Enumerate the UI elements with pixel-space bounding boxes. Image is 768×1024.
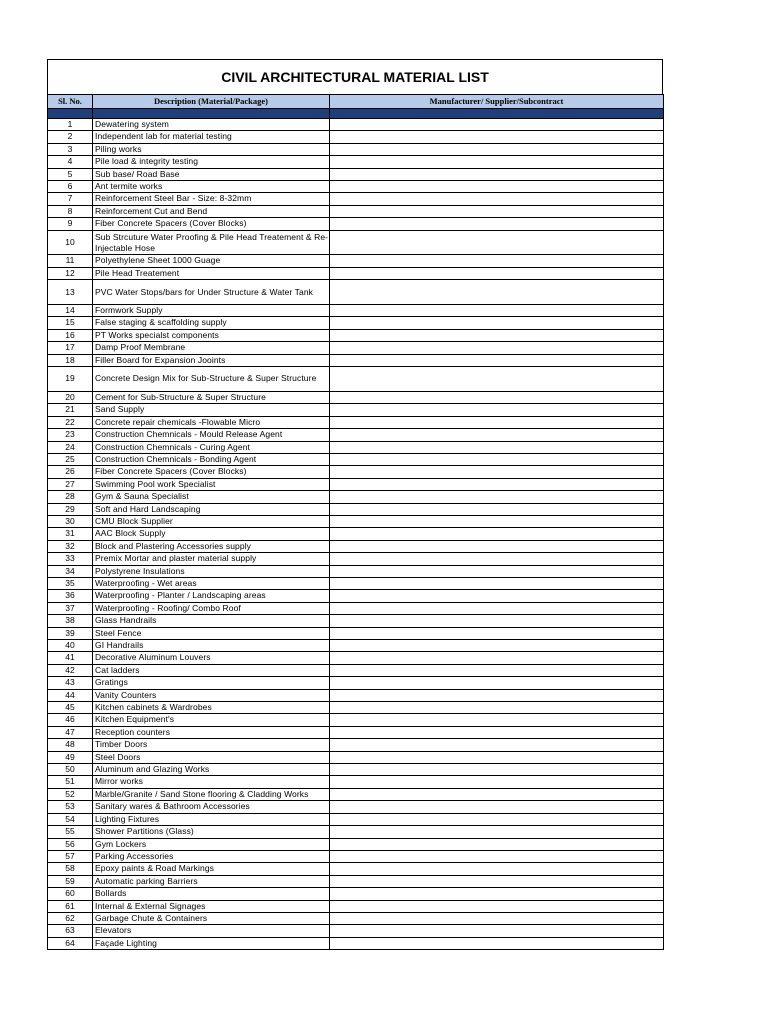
table-row bbox=[48, 515, 664, 527]
row-number: 2 bbox=[48, 131, 93, 143]
table-row bbox=[48, 937, 664, 949]
row-manufacturer[interactable] bbox=[330, 429, 664, 441]
table-row bbox=[48, 689, 664, 701]
row-manufacturer[interactable] bbox=[330, 850, 664, 862]
table-row bbox=[48, 615, 664, 627]
table-row bbox=[48, 391, 664, 403]
row-manufacturer[interactable] bbox=[330, 776, 664, 788]
row-description: Construction Chemnicals - Bonding Agent bbox=[93, 453, 330, 465]
row-number: 64 bbox=[48, 937, 93, 949]
row-manufacturer[interactable] bbox=[330, 714, 664, 726]
row-manufacturer[interactable] bbox=[330, 627, 664, 639]
table-row bbox=[48, 714, 664, 726]
row-description: Vanity Counters bbox=[93, 689, 330, 701]
row-description: Block and Plastering Accessories supply bbox=[93, 540, 330, 552]
row-manufacturer[interactable] bbox=[330, 912, 664, 924]
row-description: Pile load & integrity testing bbox=[93, 156, 330, 168]
row-number: 42 bbox=[48, 664, 93, 676]
row-manufacturer[interactable] bbox=[330, 689, 664, 701]
row-description: Reception counters bbox=[93, 726, 330, 738]
row-number: 18 bbox=[48, 354, 93, 366]
table-row bbox=[48, 230, 664, 255]
table-row bbox=[48, 627, 664, 639]
table-row bbox=[48, 838, 664, 850]
table-row bbox=[48, 416, 664, 428]
row-description: Independent lab for material testing bbox=[93, 131, 330, 143]
row-description: Sand Supply bbox=[93, 404, 330, 416]
table-row bbox=[48, 354, 664, 366]
row-description: Decorative Aluminum Louvers bbox=[93, 652, 330, 664]
row-manufacturer[interactable] bbox=[330, 131, 664, 143]
row-number: 27 bbox=[48, 478, 93, 490]
table-row bbox=[48, 739, 664, 751]
table-row bbox=[48, 441, 664, 453]
row-manufacturer[interactable] bbox=[330, 640, 664, 652]
header-description: Description (Material/Package) bbox=[93, 95, 330, 109]
row-description: Waterproofing - Planter / Landscaping areas bbox=[93, 590, 330, 602]
row-number: 16 bbox=[48, 329, 93, 341]
table-row bbox=[48, 143, 664, 155]
table-row bbox=[48, 764, 664, 776]
row-number: 49 bbox=[48, 751, 93, 763]
row-manufacturer[interactable] bbox=[330, 230, 664, 255]
table-row bbox=[48, 478, 664, 490]
row-manufacturer[interactable] bbox=[330, 119, 664, 131]
row-number: 38 bbox=[48, 615, 93, 627]
row-manufacturer[interactable] bbox=[330, 925, 664, 937]
table-row bbox=[48, 925, 664, 937]
table-row bbox=[48, 590, 664, 602]
table-row bbox=[48, 453, 664, 465]
row-description: Aluminum and Glazing Works bbox=[93, 764, 330, 776]
row-description: Reinforcement Cut and Bend bbox=[93, 205, 330, 217]
row-description: Kitchen cabinets & Wardrobes bbox=[93, 702, 330, 714]
row-description: Damp Proof Membrane bbox=[93, 342, 330, 354]
row-description: Concrete Design Mix for Sub-Structure & Super Structure bbox=[93, 367, 330, 392]
row-manufacturer[interactable] bbox=[330, 553, 664, 565]
row-manufacturer[interactable] bbox=[330, 466, 664, 478]
row-manufacturer[interactable] bbox=[330, 317, 664, 329]
row-number: 13 bbox=[48, 280, 93, 305]
table-row bbox=[48, 317, 664, 329]
row-description: PT Works specialst components bbox=[93, 329, 330, 341]
table-row bbox=[48, 156, 664, 168]
row-number: 3 bbox=[48, 143, 93, 155]
row-number: 41 bbox=[48, 652, 93, 664]
row-manufacturer[interactable] bbox=[330, 478, 664, 490]
table-row bbox=[48, 726, 664, 738]
row-description: Shower Partitions (Glass) bbox=[93, 826, 330, 838]
row-manufacturer[interactable] bbox=[330, 181, 664, 193]
row-manufacturer[interactable] bbox=[330, 441, 664, 453]
row-description: Waterproofing - Wet areas bbox=[93, 577, 330, 589]
table-row bbox=[48, 367, 664, 392]
row-number: 61 bbox=[48, 900, 93, 912]
row-description: Dewatering system bbox=[93, 119, 330, 131]
row-description: Piling works bbox=[93, 143, 330, 155]
table-row bbox=[48, 528, 664, 540]
row-number: 30 bbox=[48, 515, 93, 527]
table-row bbox=[48, 776, 664, 788]
table-row bbox=[48, 305, 664, 317]
row-manufacturer[interactable] bbox=[330, 863, 664, 875]
table-row bbox=[48, 329, 664, 341]
row-manufacturer[interactable] bbox=[330, 677, 664, 689]
row-manufacturer[interactable] bbox=[330, 354, 664, 366]
table-row bbox=[48, 826, 664, 838]
row-manufacturer[interactable] bbox=[330, 416, 664, 428]
row-manufacturer[interactable] bbox=[330, 255, 664, 267]
row-manufacturer[interactable] bbox=[330, 367, 664, 392]
row-manufacturer[interactable] bbox=[330, 143, 664, 155]
row-manufacturer[interactable] bbox=[330, 404, 664, 416]
row-number: 11 bbox=[48, 255, 93, 267]
table-row bbox=[48, 404, 664, 416]
table-row bbox=[48, 218, 664, 230]
band-cell bbox=[48, 109, 93, 119]
sheet-title: CIVIL ARCHITECTURAL MATERIAL LIST bbox=[47, 59, 663, 94]
row-number: 48 bbox=[48, 739, 93, 751]
row-manufacturer[interactable] bbox=[330, 826, 664, 838]
header-manufacturer: Manufacturer/ Supplier/Subcontract bbox=[330, 95, 664, 109]
row-description: Sanitary wares & Bathroom Accessories bbox=[93, 801, 330, 813]
row-manufacturer[interactable] bbox=[330, 528, 664, 540]
row-description: Automatic parking Barriers bbox=[93, 875, 330, 887]
row-number: 23 bbox=[48, 429, 93, 441]
row-number: 60 bbox=[48, 888, 93, 900]
row-manufacturer[interactable] bbox=[330, 664, 664, 676]
table-row bbox=[48, 565, 664, 577]
row-description: Lighting Fixtures bbox=[93, 813, 330, 825]
row-description: Internal & External Signages bbox=[93, 900, 330, 912]
row-description: Premix Mortar and plaster material supply bbox=[93, 553, 330, 565]
row-manufacturer[interactable] bbox=[330, 491, 664, 503]
row-manufacturer[interactable] bbox=[330, 726, 664, 738]
table-row bbox=[48, 900, 664, 912]
table-row bbox=[48, 640, 664, 652]
row-description: False staging & scaffolding supply bbox=[93, 317, 330, 329]
table-row bbox=[48, 850, 664, 862]
table-row bbox=[48, 540, 664, 552]
row-number: 4 bbox=[48, 156, 93, 168]
row-manufacturer[interactable] bbox=[330, 218, 664, 230]
row-description: Fiber Concrete Spacers (Cover Blocks) bbox=[93, 218, 330, 230]
table-row bbox=[48, 168, 664, 180]
table-row bbox=[48, 205, 664, 217]
row-description: Waterproofing - Roofing/ Combo Roof bbox=[93, 602, 330, 614]
row-manufacturer[interactable] bbox=[330, 813, 664, 825]
row-manufacturer[interactable] bbox=[330, 838, 664, 850]
row-manufacturer[interactable] bbox=[330, 565, 664, 577]
row-number: 31 bbox=[48, 528, 93, 540]
row-number: 29 bbox=[48, 503, 93, 515]
table-row bbox=[48, 193, 664, 205]
row-number: 56 bbox=[48, 838, 93, 850]
row-number: 19 bbox=[48, 367, 93, 392]
row-manufacturer[interactable] bbox=[330, 801, 664, 813]
row-manufacturer[interactable] bbox=[330, 577, 664, 589]
row-number: 37 bbox=[48, 602, 93, 614]
row-description: Steel Doors bbox=[93, 751, 330, 763]
row-description: Formwork Supply bbox=[93, 305, 330, 317]
row-manufacturer[interactable] bbox=[330, 205, 664, 217]
row-number: 24 bbox=[48, 441, 93, 453]
row-description: Construction Chemnicals - Mould Release Agent bbox=[93, 429, 330, 441]
row-description: Construction Chemnicals - Curing Agent bbox=[93, 441, 330, 453]
table-row bbox=[48, 751, 664, 763]
row-number: 55 bbox=[48, 826, 93, 838]
row-description: Cement for Sub-Structure & Super Structure bbox=[93, 391, 330, 403]
row-description: Concrete repair chemicals -Flowable Micro bbox=[93, 416, 330, 428]
table-body bbox=[48, 119, 664, 950]
row-description: Gym & Sauna Specialist bbox=[93, 491, 330, 503]
table-row bbox=[48, 181, 664, 193]
row-number: 20 bbox=[48, 391, 93, 403]
row-manufacturer[interactable] bbox=[330, 751, 664, 763]
row-number: 10 bbox=[48, 230, 93, 255]
table-row bbox=[48, 503, 664, 515]
row-number: 1 bbox=[48, 119, 93, 131]
row-description: GI Handrails bbox=[93, 640, 330, 652]
header-band bbox=[48, 109, 664, 119]
row-manufacturer[interactable] bbox=[330, 267, 664, 279]
row-manufacturer[interactable] bbox=[330, 342, 664, 354]
row-manufacturer[interactable] bbox=[330, 702, 664, 714]
row-manufacturer[interactable] bbox=[330, 875, 664, 887]
row-number: 34 bbox=[48, 565, 93, 577]
row-description: Swimming Pool work Specialist bbox=[93, 478, 330, 490]
row-manufacturer[interactable] bbox=[330, 602, 664, 614]
row-manufacturer[interactable] bbox=[330, 453, 664, 465]
row-description: Filler Board for Expansion Jooints bbox=[93, 354, 330, 366]
row-manufacturer[interactable] bbox=[330, 193, 664, 205]
table-row bbox=[48, 342, 664, 354]
table-row bbox=[48, 429, 664, 441]
row-description: AAC Block Supply bbox=[93, 528, 330, 540]
row-number: 57 bbox=[48, 850, 93, 862]
row-number: 44 bbox=[48, 689, 93, 701]
table-row bbox=[48, 119, 664, 131]
row-manufacturer[interactable] bbox=[330, 280, 664, 305]
row-number: 9 bbox=[48, 218, 93, 230]
row-number: 15 bbox=[48, 317, 93, 329]
row-description: Fiber Concrete Spacers (Cover Blocks) bbox=[93, 466, 330, 478]
row-manufacturer[interactable] bbox=[330, 540, 664, 552]
row-description: PVC Water Stops/bars for Under Structure & Water Tank bbox=[93, 280, 330, 305]
table-row bbox=[48, 131, 664, 143]
row-number: 5 bbox=[48, 168, 93, 180]
row-description: Sub Strcuture Water Proofing & Pile Head Treatement & Re-Injectable Hose bbox=[93, 230, 330, 255]
band-cell bbox=[93, 109, 330, 119]
row-number: 59 bbox=[48, 875, 93, 887]
row-description: Cat ladders bbox=[93, 664, 330, 676]
table-row bbox=[48, 553, 664, 565]
table-row bbox=[48, 466, 664, 478]
table-row bbox=[48, 267, 664, 279]
table-row bbox=[48, 863, 664, 875]
row-manufacturer[interactable] bbox=[330, 652, 664, 664]
row-number: 33 bbox=[48, 553, 93, 565]
row-description: Polystyrene Insulations bbox=[93, 565, 330, 577]
row-number: 51 bbox=[48, 776, 93, 788]
row-description: Elevators bbox=[93, 925, 330, 937]
row-description: CMU Block Supplier bbox=[93, 515, 330, 527]
table-row bbox=[48, 577, 664, 589]
row-number: 62 bbox=[48, 912, 93, 924]
row-description: Façade Lighting bbox=[93, 937, 330, 949]
row-description: Gym Lockers bbox=[93, 838, 330, 850]
row-description: Marble/Granite / Sand Stone flooring & Cladding Works bbox=[93, 788, 330, 800]
row-description: Reinforcement Steel Bar - Size: 8-32mm bbox=[93, 193, 330, 205]
row-number: 46 bbox=[48, 714, 93, 726]
row-manufacturer[interactable] bbox=[330, 764, 664, 776]
table-row bbox=[48, 652, 664, 664]
row-manufacturer[interactable] bbox=[330, 156, 664, 168]
table-row bbox=[48, 702, 664, 714]
material-list-sheet bbox=[47, 59, 663, 950]
row-description: Timber Doors bbox=[93, 739, 330, 751]
row-description: Garbage Chute & Containers bbox=[93, 912, 330, 924]
row-manufacturer[interactable] bbox=[330, 888, 664, 900]
table-row bbox=[48, 788, 664, 800]
row-number: 14 bbox=[48, 305, 93, 317]
table-row bbox=[48, 255, 664, 267]
table-row bbox=[48, 280, 664, 305]
row-number: 7 bbox=[48, 193, 93, 205]
row-number: 47 bbox=[48, 726, 93, 738]
row-number: 52 bbox=[48, 788, 93, 800]
row-number: 32 bbox=[48, 540, 93, 552]
row-number: 43 bbox=[48, 677, 93, 689]
row-description: Glass Handrails bbox=[93, 615, 330, 627]
row-number: 12 bbox=[48, 267, 93, 279]
row-number: 17 bbox=[48, 342, 93, 354]
row-manufacturer[interactable] bbox=[330, 168, 664, 180]
row-description: Kitchen Equipment's bbox=[93, 714, 330, 726]
row-number: 6 bbox=[48, 181, 93, 193]
row-manufacturer[interactable] bbox=[330, 900, 664, 912]
row-number: 40 bbox=[48, 640, 93, 652]
row-description: Gratings bbox=[93, 677, 330, 689]
row-number: 58 bbox=[48, 863, 93, 875]
table-row bbox=[48, 677, 664, 689]
header-row bbox=[48, 95, 664, 109]
row-number: 28 bbox=[48, 491, 93, 503]
row-description: Polyethylene Sheet 1000 Guage bbox=[93, 255, 330, 267]
row-description: Ant termite works bbox=[93, 181, 330, 193]
row-number: 39 bbox=[48, 627, 93, 639]
row-manufacturer[interactable] bbox=[330, 329, 664, 341]
row-manufacturer[interactable] bbox=[330, 788, 664, 800]
row-description: Epoxy paints & Road Markings bbox=[93, 863, 330, 875]
table-row bbox=[48, 491, 664, 503]
row-description: Pile Head Treatement bbox=[93, 267, 330, 279]
table-row bbox=[48, 801, 664, 813]
row-manufacturer[interactable] bbox=[330, 937, 664, 949]
row-number: 26 bbox=[48, 466, 93, 478]
row-description: Steel Fence bbox=[93, 627, 330, 639]
row-description: Parking Accessories bbox=[93, 850, 330, 862]
row-number: 50 bbox=[48, 764, 93, 776]
row-number: 54 bbox=[48, 813, 93, 825]
row-manufacturer[interactable] bbox=[330, 305, 664, 317]
row-manufacturer[interactable] bbox=[330, 391, 664, 403]
row-description: Soft and Hard Landscaping bbox=[93, 503, 330, 515]
row-manufacturer[interactable] bbox=[330, 515, 664, 527]
row-description: Sub base/ Road Base bbox=[93, 168, 330, 180]
row-number: 21 bbox=[48, 404, 93, 416]
row-number: 8 bbox=[48, 205, 93, 217]
row-manufacturer[interactable] bbox=[330, 503, 664, 515]
row-number: 53 bbox=[48, 801, 93, 813]
table-row bbox=[48, 875, 664, 887]
row-number: 25 bbox=[48, 453, 93, 465]
row-number: 63 bbox=[48, 925, 93, 937]
row-manufacturer[interactable] bbox=[330, 590, 664, 602]
table-row bbox=[48, 664, 664, 676]
table-row bbox=[48, 888, 664, 900]
table-row bbox=[48, 813, 664, 825]
row-manufacturer[interactable] bbox=[330, 739, 664, 751]
row-number: 45 bbox=[48, 702, 93, 714]
header-sl-no: Sl. No. bbox=[48, 95, 93, 109]
row-number: 22 bbox=[48, 416, 93, 428]
row-description: Mirror works bbox=[93, 776, 330, 788]
band-cell bbox=[330, 109, 664, 119]
row-number: 36 bbox=[48, 590, 93, 602]
table-row bbox=[48, 602, 664, 614]
row-description: Bollards bbox=[93, 888, 330, 900]
material-table bbox=[47, 94, 664, 950]
row-manufacturer[interactable] bbox=[330, 615, 664, 627]
row-number: 35 bbox=[48, 577, 93, 589]
table-row bbox=[48, 912, 664, 924]
